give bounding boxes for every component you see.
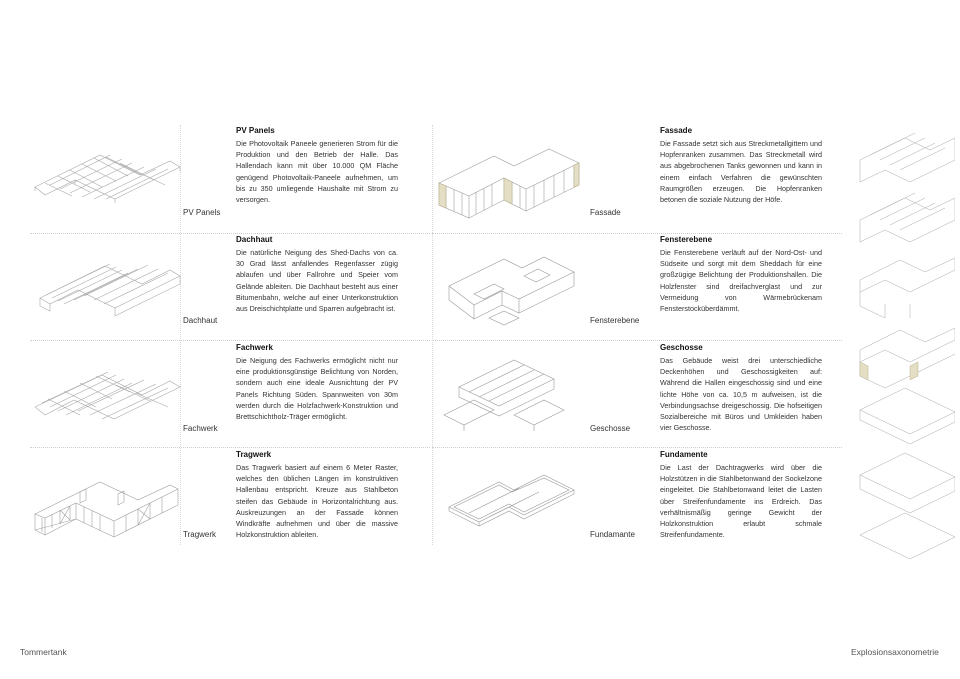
column-divider bbox=[180, 125, 181, 545]
fundamente-axonometry bbox=[434, 452, 584, 547]
fundamente-drawing bbox=[434, 452, 584, 547]
dachhaut-drawing bbox=[30, 238, 180, 338]
section-text: Das Tragwerk basiert auf einem 6 Meter Raster, welches den üblichen Längen im konstruktiven Hallenbau entspricht. Kreuze aus Stahlbeton steifen das Gebäude in Horizontalrichtung aus. Auskreuzungen an der Fassade können Windkräfte aufnehmen und über die massive Holzkonstruktion ableiten. bbox=[236, 463, 398, 540]
dachhaut-axonometry bbox=[30, 238, 180, 338]
description-dachhaut bbox=[236, 235, 398, 314]
fachwerk-axonometry bbox=[30, 345, 180, 445]
row-label: Fassade bbox=[590, 208, 621, 217]
section-text: Die Last der Dachtragwerks wird über die Holzstützen in die Stahlbetonwand der Sockelzone eingeleitet. Die Stahlbetonwand leitet die Lasten über Streifenfundamente ins Erdreich. Das verhältnismäßig geringe Gewicht der Holzkonstruktion erlaubt schmale Streifenfundamente. bbox=[660, 463, 822, 540]
row-label: PV Panels bbox=[183, 208, 221, 217]
row-divider bbox=[30, 340, 430, 341]
fachwerk-drawing bbox=[30, 345, 180, 445]
row-label: Dachhaut bbox=[183, 316, 218, 325]
section-text: Die Neigung des Fachwerks ermöglicht nicht nur eine produktionsgünstige Belichtung von Norden, sondern auch eine ideale Ausnichtung der PV Panels Richtung Süden. Spannweiten von 30m werden durch die Holzfachwerk-Konstruktion und Brettschichtholz-Träger ermöglicht. bbox=[236, 356, 398, 422]
tragwerk-drawing bbox=[30, 452, 180, 547]
section-title: Tragwerk bbox=[236, 450, 272, 459]
row-divider bbox=[30, 233, 430, 234]
description-fassade bbox=[660, 126, 822, 205]
geschosse-axonometry bbox=[434, 345, 584, 445]
tragwerk-axonometry bbox=[30, 452, 180, 547]
pv-panels-axonometry bbox=[30, 125, 180, 225]
pv-panels-drawing bbox=[30, 125, 180, 225]
description-tragwerk bbox=[236, 450, 398, 540]
description-fensterebene bbox=[660, 235, 822, 314]
fensterebene-drawing bbox=[434, 238, 584, 338]
row-label: Fundamante bbox=[590, 530, 635, 539]
description-pv-panels bbox=[236, 126, 398, 205]
section-title: Geschosse bbox=[660, 343, 703, 352]
section-title: Fensterebene bbox=[660, 235, 713, 244]
section-text: Die Photovoltaik Paneele generieren Strom für die Produktion und den Betrieb der Halle. Das Hallendach kann mit über 10.000 QM Fläche genügend Photovoltaik-Paneele aufnehmen, um bis zu 350 umliegende Haushalte mit Strom zu versorgen. bbox=[236, 139, 398, 205]
description-fachwerk bbox=[236, 343, 398, 422]
exploded-axonometry-stack bbox=[850, 120, 955, 560]
column-divider bbox=[432, 125, 433, 545]
row-divider bbox=[432, 447, 842, 448]
footer-sheet-title: Explosionsaxonometrie bbox=[851, 647, 939, 657]
description-fundamente bbox=[660, 450, 822, 540]
section-text: Die Fassade setzt sich aus Streckmetallgittern und Hopfenranken zusammen. Das Streckmetall wird aus abgebrochenen Tanks gewonnen und kann in einem einfach Verfahren die gewünschten Raumgrößen erzeugen. Die Hopfenranken betonen die soziale Nutzung der Höfe. bbox=[660, 139, 822, 205]
section-title: Fachwerk bbox=[236, 343, 273, 352]
section-title: PV Panels bbox=[236, 126, 275, 135]
geschosse-drawing bbox=[434, 345, 584, 445]
row-label: Geschosse bbox=[590, 424, 631, 433]
fassade-drawing bbox=[434, 125, 584, 225]
section-text: Die Fensterebene verläuft auf der Nord-Ost- und Südseite und sorgt mit dem Sheddach für eine großzügige Belichtung der Produktionshallen. Die Holzfenster sind dreifachverglast und zur Vermeidung von Wärmebrückenam Fensterstocküberdämmt. bbox=[660, 248, 822, 314]
stack-drawing bbox=[850, 120, 955, 560]
fensterebene-axonometry bbox=[434, 238, 584, 338]
row-label: Fensterebene bbox=[590, 316, 640, 325]
section-title: Dachhaut bbox=[236, 235, 273, 244]
section-title: Fundamente bbox=[660, 450, 708, 459]
section-text: Das Gebäude weist drei unterschiedliche Deckenhöhen und Geschossigkeiten auf: Während die Hallen eingeschossig sind und eine lichte Höhe von ca. 10,5 m aufweisen, ist die Verbindungsachse dreigeschossig. Die hofseitigen Sozialbereiche mit Büros und Umkleiden haben vier Geschosse. bbox=[660, 356, 822, 433]
row-divider bbox=[432, 340, 842, 341]
row-label: Fachwerk bbox=[183, 424, 218, 433]
footer-project-name: Tommertank bbox=[20, 647, 67, 657]
row-divider bbox=[30, 447, 430, 448]
section-title: Fassade bbox=[660, 126, 693, 135]
section-text: Die natürliche Neigung des Shed-Dachs von ca. 30 Grad lässt anfallendes Regenfasser zügig ablaufen und über Fallrohre und Speier vom Gelände ableiten. Die Dachhaut besteht aus einer Bitumenbahn, welche auf einer Unterkonstruktion aus Dreischichtplatte und Sparren aufgebracht ist. bbox=[236, 248, 398, 314]
description-geschosse bbox=[660, 343, 822, 433]
row-label: Tragwerk bbox=[183, 530, 217, 539]
row-divider bbox=[432, 233, 842, 234]
fassade-axonometry bbox=[434, 125, 584, 225]
